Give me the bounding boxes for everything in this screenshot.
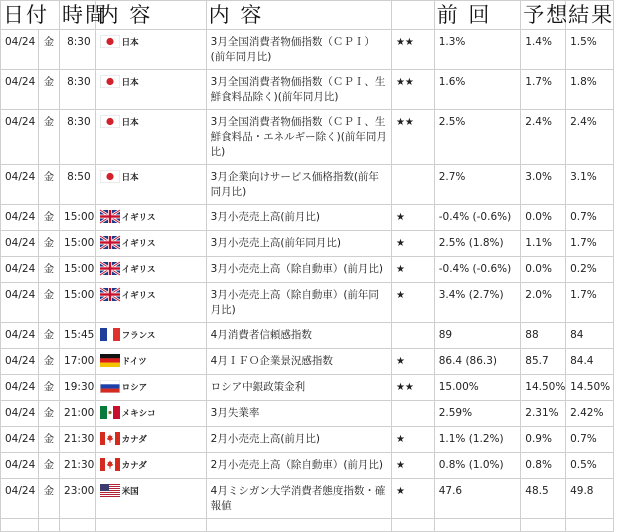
table-row [1,110,614,165]
uk-flag-icon [100,210,120,223]
forecast-value: 14.50% [521,375,566,401]
table-row [1,205,614,231]
result-value: 2.42% [566,401,614,427]
country-name: 日本 [121,38,139,48]
canada-flag-icon [100,458,120,471]
country-cell [95,231,206,257]
time-cell: 8:30 [60,110,96,165]
table-row [1,165,614,205]
date-cell: 04/24 [1,257,39,283]
indicator-cell: 3月企業向けサービス価格指数(前年同月比) [206,165,391,205]
time-cell: 15:00 [60,257,96,283]
weekday-cell: 金 [38,401,59,427]
date-cell: 04/24 [1,165,39,205]
date-cell: 04/24 [1,231,39,257]
japan-flag-icon [100,115,120,128]
date-cell: 04/24 [1,453,39,479]
country-cell [95,30,206,70]
importance-stars: ★ [391,231,434,257]
header-time: 時間 [60,1,96,30]
previous-value: 3.4% (2.7%) [434,283,521,323]
forecast-value: 85.7 [521,349,566,375]
country-name: ドイツ [121,357,147,367]
time-cell: 21:30 [60,427,96,453]
importance-stars: ★★ [391,30,434,70]
header-indicator: 内 容 [206,1,391,30]
header-row [1,1,614,30]
header-forecast: 予想 [521,1,566,30]
weekday-cell: 金 [38,375,59,401]
country-cell [95,283,206,323]
forecast-value: 88 [521,323,566,349]
country-name: メキシコ [121,409,156,419]
weekday-cell: 金 [38,110,59,165]
empty-cell [206,519,391,532]
table-row [1,70,614,110]
weekday-cell: 金 [38,453,59,479]
table-row [1,453,614,479]
result-value: 0.7% [566,205,614,231]
weekday-cell: 金 [38,257,59,283]
indicator-cell: 3月小売売上高（除自動車）(前月比) [206,257,391,283]
forecast-value: 1.1% [521,231,566,257]
previous-value: -0.4% (-0.6%) [434,257,521,283]
country-name: 日本 [121,78,139,88]
country-cell [95,257,206,283]
forecast-value: 0.0% [521,205,566,231]
table-body [1,30,614,532]
country-cell [95,453,206,479]
table-row [1,375,614,401]
result-value: 84.4 [566,349,614,375]
table-row [1,427,614,453]
importance-stars: ★ [391,205,434,231]
empty-row [1,519,614,532]
result-value: 1.7% [566,283,614,323]
forecast-value: 0.8% [521,453,566,479]
mexico-flag-icon [100,406,120,419]
previous-value: -0.4% (-0.6%) [434,205,521,231]
weekday-cell: 金 [38,30,59,70]
time-cell: 15:00 [60,283,96,323]
result-value: 49.8 [566,479,614,519]
time-cell: 15:00 [60,205,96,231]
france-flag-icon [100,328,120,341]
date-cell: 04/24 [1,427,39,453]
header-date: 日付 [1,1,60,30]
table-row [1,349,614,375]
table-row [1,30,614,70]
result-value: 14.50% [566,375,614,401]
country-cell [95,375,206,401]
indicator-cell: 3月小売売上高(前月比) [206,205,391,231]
result-value: 2.4% [566,110,614,165]
weekday-cell: 金 [38,165,59,205]
result-value: 84 [566,323,614,349]
indicator-cell: 3月全国消費者物価指数（ＣＰＩ）(前年同月比) [206,30,391,70]
date-cell: 04/24 [1,110,39,165]
importance-stars [391,401,434,427]
country-name: ロシア [121,383,148,393]
time-cell: 8:30 [60,30,96,70]
indicator-cell: 4月ミシガン大学消費者態度指数・確報値 [206,479,391,519]
table-row [1,231,614,257]
result-value: 0.2% [566,257,614,283]
country-name: 日本 [121,118,139,128]
time-cell: 15:45 [60,323,96,349]
importance-stars: ★ [391,283,434,323]
previous-value: 47.6 [434,479,521,519]
previous-value: 1.6% [434,70,521,110]
time-cell: 8:30 [60,70,96,110]
weekday-cell: 金 [38,205,59,231]
result-value: 0.5% [566,453,614,479]
country-name: イギリス [121,239,156,249]
importance-stars: ★ [391,349,434,375]
forecast-value: 0.0% [521,257,566,283]
country-cell [95,165,206,205]
indicator-cell: 3月小売売上高(前年同月比) [206,231,391,257]
forecast-value: 2.0% [521,283,566,323]
previous-value: 86.4 (86.3) [434,349,521,375]
time-cell: 15:00 [60,231,96,257]
indicator-cell: 3月小売売上高（除自動車）(前年同月比) [206,283,391,323]
country-cell [95,401,206,427]
russia-flag-icon [100,380,120,393]
date-cell: 04/24 [1,401,39,427]
country-name: イギリス [121,213,156,223]
canada-flag-icon [100,432,120,445]
table-row [1,479,614,519]
country-name: イギリス [121,291,156,301]
date-cell: 04/24 [1,283,39,323]
importance-stars [391,165,434,205]
country-cell [95,349,206,375]
country-cell [95,110,206,165]
forecast-value: 48.5 [521,479,566,519]
previous-value: 2.5% [434,110,521,165]
country-cell [95,323,206,349]
forecast-value: 1.7% [521,70,566,110]
indicator-cell: 4月ＩＦＯ企業景況感指数 [206,349,391,375]
importance-stars: ★★ [391,375,434,401]
result-value: 1.8% [566,70,614,110]
previous-value: 2.5% (1.8%) [434,231,521,257]
table-row [1,401,614,427]
uk-flag-icon [100,288,120,301]
forecast-value: 2.4% [521,110,566,165]
country-name: 米国 [121,487,139,497]
date-cell: 04/24 [1,479,39,519]
result-value: 3.1% [566,165,614,205]
country-name: イギリス [121,265,156,275]
importance-stars [391,323,434,349]
time-cell: 17:00 [60,349,96,375]
forecast-value: 2.31% [521,401,566,427]
date-cell: 04/24 [1,349,39,375]
date-cell: 04/24 [1,30,39,70]
forecast-value: 0.9% [521,427,566,453]
result-value: 1.5% [566,30,614,70]
forecast-value: 1.4% [521,30,566,70]
weekday-cell: 金 [38,283,59,323]
weekday-cell: 金 [38,323,59,349]
result-value: 1.7% [566,231,614,257]
date-cell: 04/24 [1,70,39,110]
importance-stars: ★ [391,427,434,453]
weekday-cell: 金 [38,231,59,257]
empty-cell [1,519,39,532]
indicator-cell: 4月消費者信頼感指数 [206,323,391,349]
time-cell: 8:50 [60,165,96,205]
table-row [1,257,614,283]
date-cell: 04/24 [1,375,39,401]
japan-flag-icon [100,35,120,48]
country-name: カナダ [121,461,147,471]
country-cell [95,479,206,519]
date-cell: 04/24 [1,205,39,231]
weekday-cell: 金 [38,479,59,519]
empty-cell [38,519,59,532]
indicator-cell: 3月失業率 [206,401,391,427]
result-value: 0.7% [566,427,614,453]
previous-value: 2.7% [434,165,521,205]
importance-stars: ★ [391,453,434,479]
country-cell [95,70,206,110]
country-name: カナダ [121,435,147,445]
indicator-cell: ロシア中銀政策金利 [206,375,391,401]
weekday-cell: 金 [38,349,59,375]
empty-cell [391,519,434,532]
importance-stars: ★★ [391,110,434,165]
indicator-cell: 2月小売売上高（除自動車）(前月比) [206,453,391,479]
previous-value: 15.00% [434,375,521,401]
uk-flag-icon [100,262,120,275]
weekday-cell: 金 [38,70,59,110]
country-cell [95,427,206,453]
importance-stars: ★ [391,479,434,519]
germany-flag-icon [100,354,120,367]
time-cell: 19:30 [60,375,96,401]
indicator-cell: 3月全国消費者物価指数（ＣＰＩ、生鮮食料品・エネルギー除く)(前年同月比) [206,110,391,165]
japan-flag-icon [100,75,120,88]
japan-flag-icon [100,170,120,183]
header-previous: 前 回 [434,1,521,30]
time-cell: 23:00 [60,479,96,519]
time-cell: 21:00 [60,401,96,427]
importance-stars: ★ [391,257,434,283]
empty-cell [434,519,521,532]
previous-value: 1.3% [434,30,521,70]
table-row [1,323,614,349]
country-name: 日本 [121,173,139,183]
table-row [1,283,614,323]
header-country: 内 容 [95,1,206,30]
empty-cell [95,519,206,532]
empty-cell [60,519,96,532]
uk-flag-icon [100,236,120,249]
previous-value: 1.1% (1.2%) [434,427,521,453]
importance-stars: ★★ [391,70,434,110]
country-cell [95,205,206,231]
weekday-cell: 金 [38,427,59,453]
country-name: フランス [121,331,156,341]
empty-cell [521,519,566,532]
previous-value: 89 [434,323,521,349]
time-cell: 21:30 [60,453,96,479]
date-cell: 04/24 [1,323,39,349]
indicator-cell: 2月小売売上高(前月比) [206,427,391,453]
header-importance [391,1,434,30]
header-result: 結果 [566,1,614,30]
previous-value: 2.59% [434,401,521,427]
usa-flag-icon [100,484,120,497]
forecast-value: 3.0% [521,165,566,205]
indicator-cell: 3月全国消費者物価指数（ＣＰＩ、生鮮食料品除く)(前年同月比) [206,70,391,110]
previous-value: 0.8% (1.0%) [434,453,521,479]
empty-cell [566,519,614,532]
